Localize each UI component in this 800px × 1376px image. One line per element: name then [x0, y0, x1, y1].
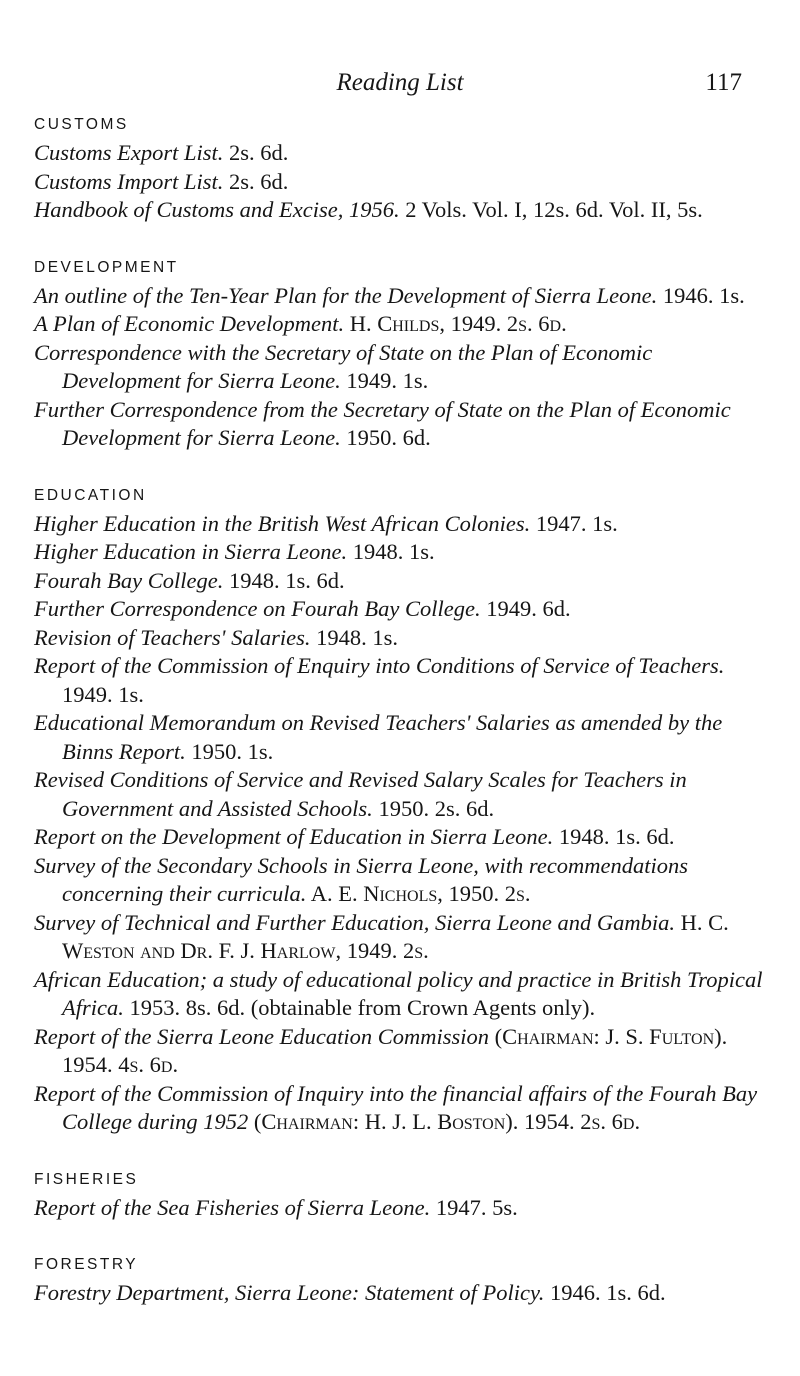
running-title: Reading List: [336, 69, 464, 96]
running-head: [0, 66, 800, 100]
entry-details: 2s. 6d.: [223, 140, 289, 165]
entry-details: 1950. 2s. 6d.: [372, 795, 495, 821]
entry-title: Report of the Commission of Inquiry into the financial affairs of the Fourah Bay College during 1952: [34, 1080, 758, 1134]
entry-title: Educational Memorandum on Revised Teachers' Salaries as amended by the Binns Report.: [34, 710, 723, 764]
list-entry: [34, 709, 764, 766]
entry-title: Handbook of Customs and Excise, 1956.: [34, 197, 400, 222]
entry-title: Report of the Commission of Enquiry into Conditions of Service of Teachers.: [34, 653, 725, 678]
list-entry: [34, 139, 764, 168]
entry-title: Customs Import List.: [34, 168, 224, 194]
entry-details: 1947. 5s.: [430, 1194, 518, 1220]
list-entry: [34, 396, 764, 453]
section-fisheries: [34, 1168, 764, 1223]
entry-title: Revision of Teachers' Salaries.: [34, 624, 311, 650]
entry-title: Higher Education in Sierra Leone.: [34, 539, 348, 564]
list-entry: [34, 1023, 764, 1080]
list-entry: [34, 282, 764, 311]
entry-title: Report of the Sierra Leone Education Commission: [34, 1023, 489, 1049]
entry-details: 1950. 6d.: [340, 425, 431, 450]
entry-details: 1946. 1s.: [657, 282, 745, 308]
entry-title: Further Correspondence on Fourah Bay College.: [34, 596, 481, 621]
entry-title: Correspondence with the Secretary of State on the Plan of Economic Development for Sierra Leone.: [34, 339, 653, 393]
entry-title: Report of the Sea Fisheries of Sierra Leone.: [34, 1194, 431, 1220]
section-heading: FISHERIES: [34, 1170, 139, 1188]
entry-title: Forestry Department, Sierra Leone: Statement of Policy.: [34, 1280, 545, 1305]
entry-details: 1947. 1s.: [530, 510, 618, 536]
entry-details: 1949. 1s.: [340, 368, 429, 393]
list-entry: [34, 595, 764, 624]
list-entry: [34, 823, 764, 852]
list-entry: [34, 966, 764, 1023]
list-entry: [34, 310, 764, 339]
section-heading: CUSTOMS: [34, 116, 129, 133]
list-entry: [34, 766, 764, 823]
entry-title: African Education; a study of educational policy and practice in British Tropical Africa.: [34, 966, 763, 1020]
section-customs: [34, 113, 764, 225]
entry-title: Customs Export List.: [34, 140, 224, 165]
section-education: [34, 484, 764, 1137]
list-entry: [34, 339, 764, 396]
entry-title: Survey of Technical and Further Education, Sierra Leone and Gambia.: [34, 909, 675, 935]
entry-details: 1950. 1s.: [185, 738, 274, 764]
entry-details: 1948. 1s.: [310, 624, 398, 650]
entry-title: Higher Education in the British West African Colonies.: [34, 510, 531, 536]
section-heading: EDUCATION: [34, 486, 147, 504]
entry-title: A Plan of Economic Development.: [34, 311, 345, 336]
entry-details: 1946. 1s. 6d.: [544, 1280, 666, 1305]
entry-details: 1953. 8s. 6d. (obtainable from Crown Agents only).: [123, 995, 596, 1020]
section-development: [34, 256, 764, 453]
entry-details: 1948. 1s. 6d.: [553, 824, 675, 849]
list-entry: [34, 1080, 764, 1137]
entry-details: H. C. Weston and Dr. F. J. Harlow, 1949. 2s.: [62, 909, 729, 963]
list-entry: [34, 624, 764, 653]
section-heading: FORESTRY: [34, 1256, 139, 1273]
list-entry: [34, 909, 764, 966]
list-entry: [34, 196, 764, 225]
entry-details: 1948. 1s.: [347, 539, 435, 564]
entry-details: 2s. 6d.: [223, 168, 289, 194]
list-entry: [34, 1194, 764, 1223]
section-forestry: [34, 1253, 764, 1308]
entry-details: 2 Vols. Vol. I, 12s. 6d. Vol. II, 5s.: [399, 197, 703, 222]
entry-title: Revised Conditions of Service and Revised Salary Scales for Teachers in Government and Assisted Schools.: [34, 767, 687, 821]
entry-title: Further Correspondence from the Secretary of State on the Plan of Economic Development for Sierra Leone.: [34, 396, 731, 450]
entry-details: 1949. 6d.: [480, 596, 571, 621]
entry-details: 1948. 1s. 6d.: [223, 567, 345, 593]
entry-title: Fourah Bay College.: [34, 567, 224, 593]
list-entry: [34, 510, 764, 539]
entry-details: A. E. Nichols, 1950. 2s.: [306, 881, 531, 906]
entry-details: 1949. 1s.: [62, 681, 144, 707]
list-entry: [34, 852, 764, 909]
list-entry: [34, 1279, 764, 1308]
entry-details: H. Childs, 1949. 2s. 6d.: [344, 311, 567, 336]
entry-details: (Chairman: H. J. L. Boston). 1954. 2s. 6d.: [248, 1109, 641, 1134]
entry-title: Survey of the Secondary Schools in Sierra Leone, with recommendations concerning their curricula.: [34, 852, 689, 906]
page-number: 117: [705, 69, 742, 96]
entry-title: Report on the Development of Education in Sierra Leone.: [34, 824, 554, 849]
list-entry: [34, 567, 764, 596]
list-entry: [34, 168, 764, 197]
section-heading: DEVELOPMENT: [34, 258, 179, 276]
list-entry: [34, 652, 764, 709]
entry-title: An outline of the Ten-Year Plan for the Development of Sierra Leone.: [34, 282, 658, 308]
entry-details: (Chairman: J. S. Fulton). 1954. 4s. 6d.: [62, 1023, 728, 1077]
reading-list: [34, 113, 764, 1339]
list-entry: [34, 538, 764, 567]
